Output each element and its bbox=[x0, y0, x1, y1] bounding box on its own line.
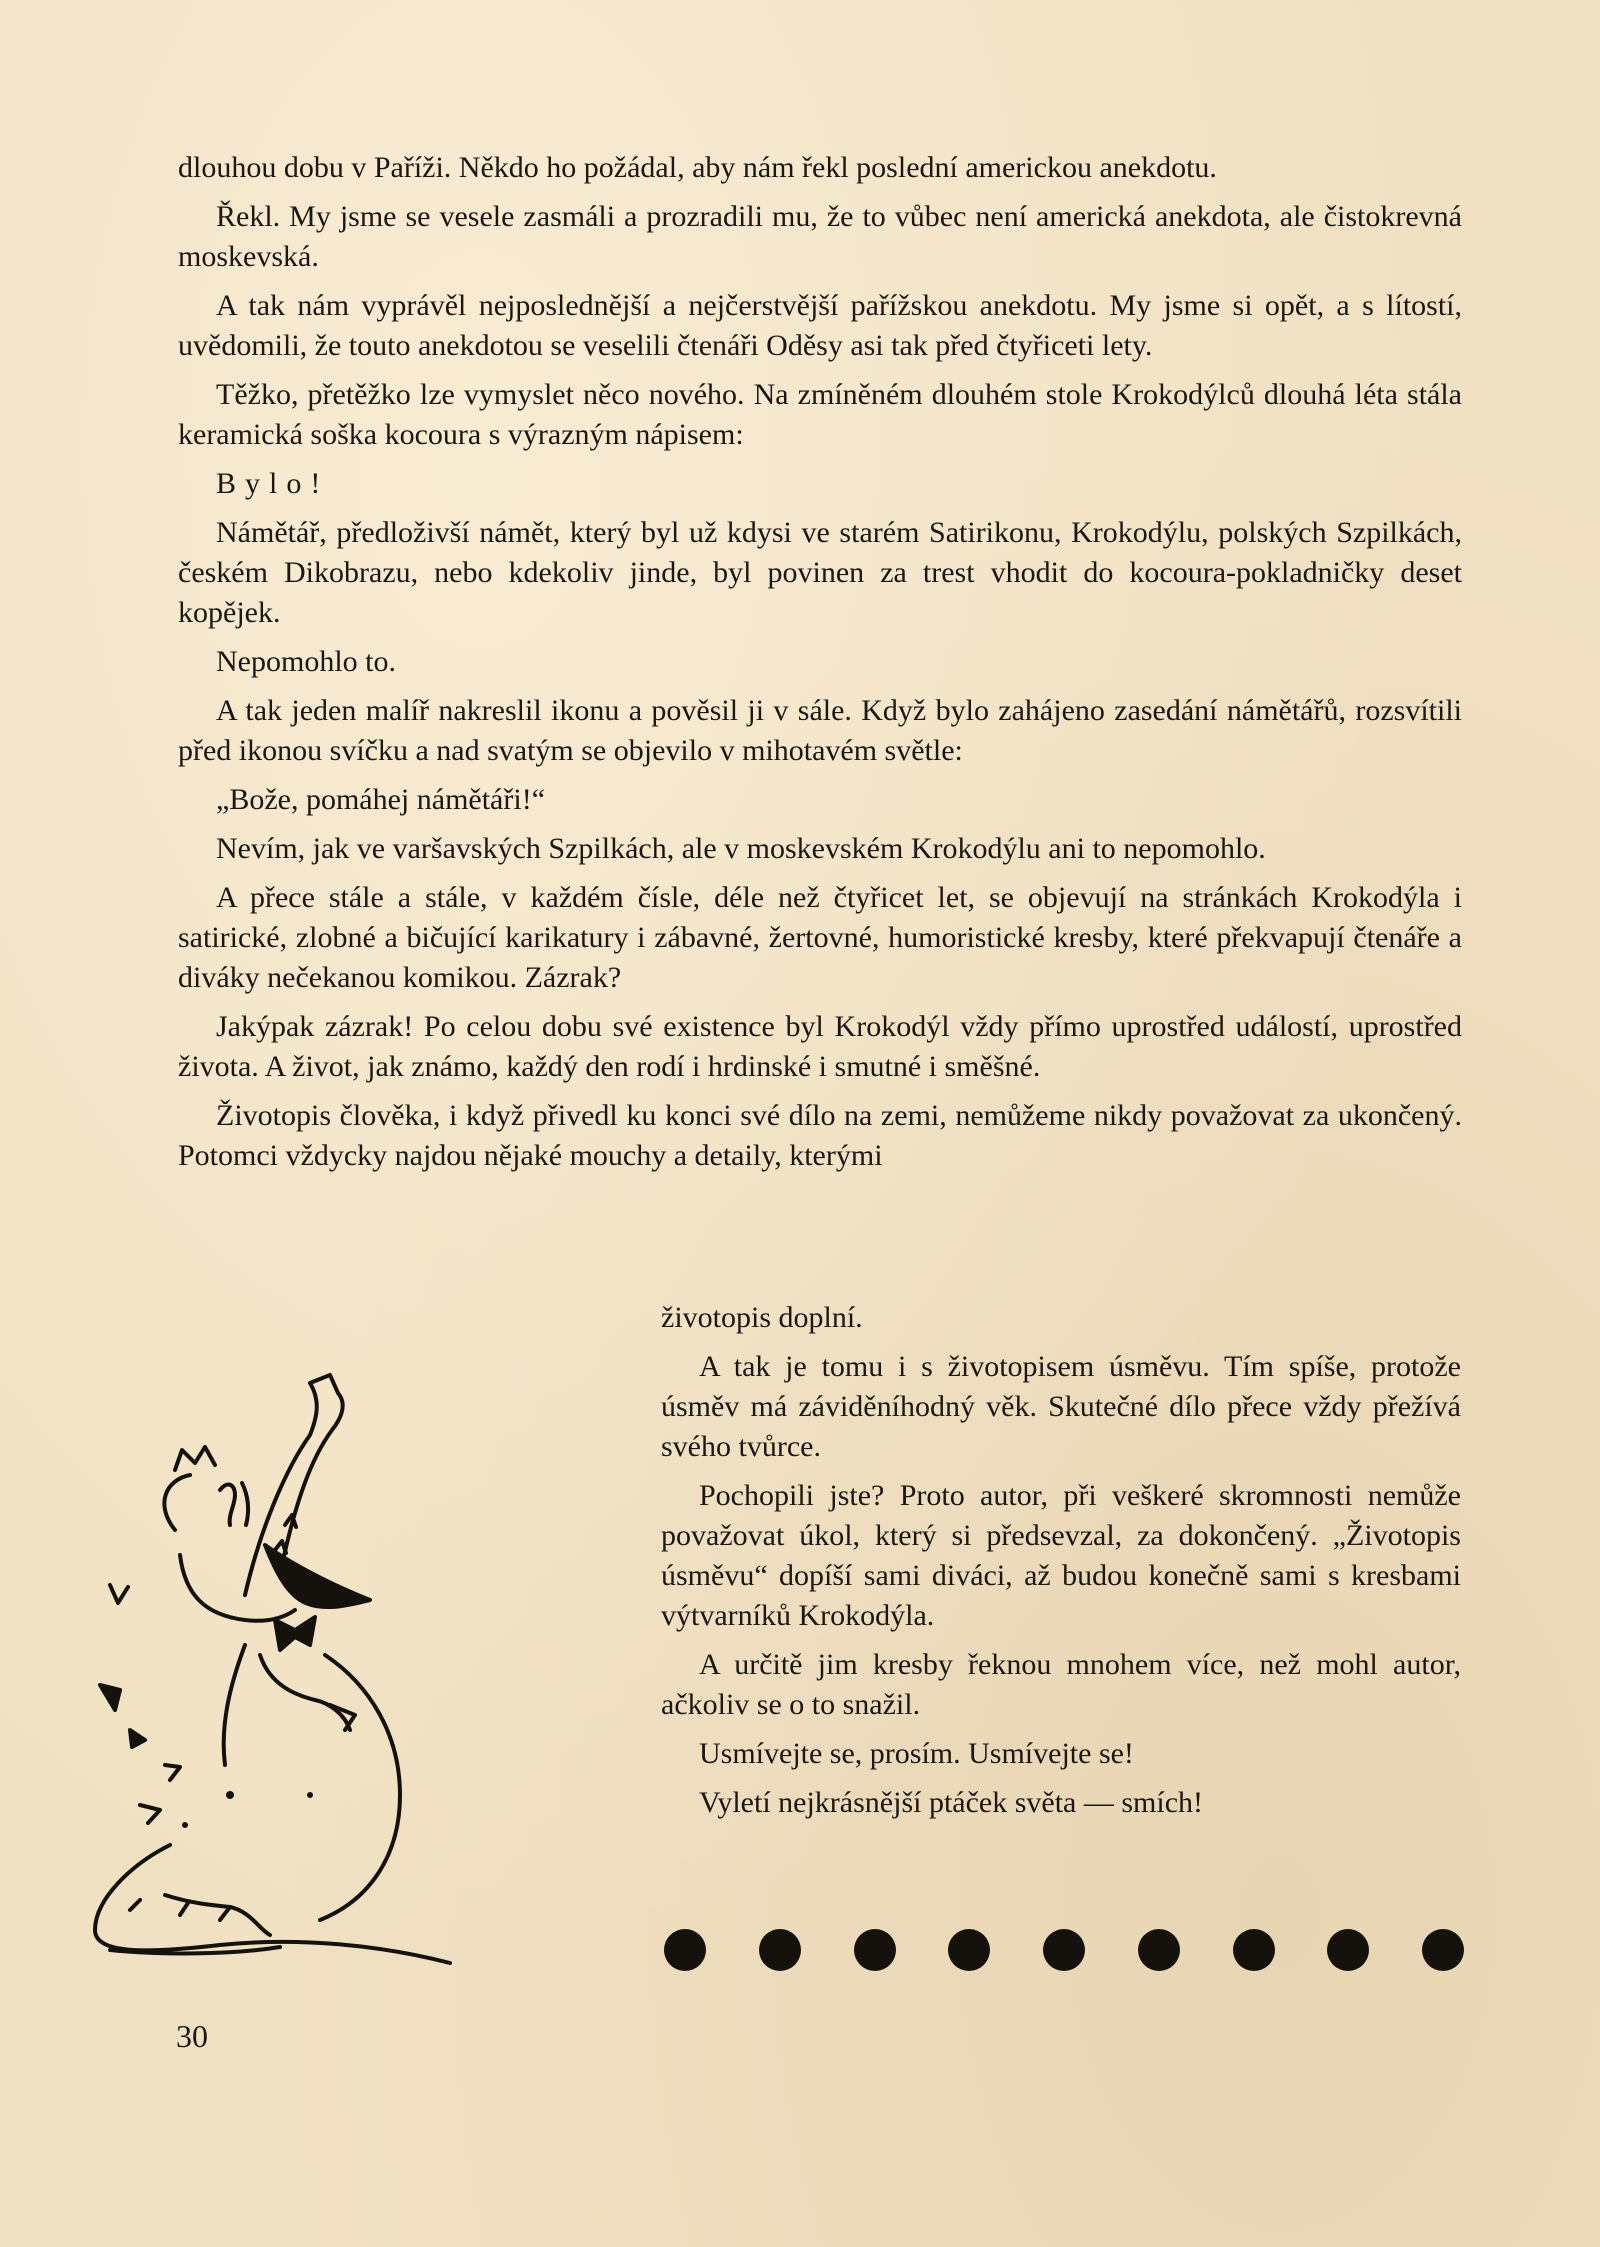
ornament-dot bbox=[759, 1929, 801, 1971]
ornament-dot bbox=[948, 1929, 990, 1971]
paragraph-inscription: Bylo! bbox=[216, 467, 330, 500]
ornament-dot bbox=[1233, 1929, 1275, 1971]
paragraph: Vyletí nejkrásnější ptáček světa — smích! bbox=[699, 1786, 1204, 1819]
laughing-crocodile-illustration bbox=[70, 1355, 510, 1975]
paragraph: Námětář, předloživší námět, který byl už kdysi ve starém Satirikonu, Krokodýlu, polských Szpilkách, českém Dikobrazu, nebo kdekoliv jinde, byl povinen za trest vhodit do kocoura-pokladničky deset kopějek. bbox=[178, 516, 1462, 629]
ornament-dot bbox=[1422, 1929, 1464, 1971]
page-number: 30 bbox=[176, 2018, 208, 2054]
paragraph: A tak je tomu i s životopisem úsměvu. Tím spíše, protože úsměv má záviděníhodný věk. Skutečné dílo přece vždy přežívá svého tvůrce. bbox=[661, 1350, 1461, 1463]
paragraph: A určitě jim kresby řeknou mnohem více, než mohl autor, ačkoliv se o to snažil. bbox=[661, 1648, 1461, 1721]
paragraph: Nevím, jak ve varšavských Szpilkách, ale v moskevském Krokodýlu ani to nepomohlo. bbox=[216, 832, 1266, 865]
paragraph-quote: „Bože, pomáhej námětáři!“ bbox=[216, 783, 546, 816]
ornament-dot bbox=[1138, 1929, 1180, 1971]
paragraph: Pochopili jste? Proto autor, při veškeré skromnosti nemůže považovat úkol, který si předsevzal, za dokončený. „Životopis úsměvu“ dopíší sami diváci, až budou konečně sami s kresbami výtvarníků Krokodýla. bbox=[661, 1479, 1461, 1632]
ornament-dots bbox=[664, 1928, 1464, 1972]
ornament-dot bbox=[1327, 1929, 1369, 1971]
paragraph: A tak jeden malíř nakreslil ikonu a pověsil ji v sále. Když bylo zahájeno zasedání námětářů, rozsvítili před ikonou svíčku a nad svatým se objevilo v mihotavém světle: bbox=[178, 694, 1462, 767]
side-text-block bbox=[661, 1298, 1461, 1832]
paragraph: Životopis člověka, i když přivedl ku konci své dílo na zemi, nemůžeme nikdy považovat za ukončený. Potomci vždycky najdou nějaké mouchy a detaily, kterými bbox=[178, 1099, 1462, 1172]
paragraph: Řekl. My jsme se vesele zasmáli a prozradili mu, že to vůbec není americká anekdota, ale čistokrevná moskevská. bbox=[178, 200, 1462, 273]
paragraph: Usmívejte se, prosím. Usmívejte se! bbox=[699, 1737, 1134, 1770]
paragraph: Jakýpak zázrak! Po celou dobu své existence byl Krokodýl vždy přímo uprostřed událostí, uprostřed života. A život, jak známo, každý den rodí i hrdinské i smutné i směšné. bbox=[178, 1010, 1462, 1083]
paragraph: A tak nám vyprávěl nejposlednější a nejčerstvější pařížskou anekdotu. My jsme si opět, a s lítostí, uvědomili, že touto anekdotou se veselili čtenáři Oděsy asi tak před čtyřiceti lety. bbox=[178, 289, 1462, 362]
ornament-dot bbox=[854, 1929, 896, 1971]
paragraph: Nepomohlo to. bbox=[216, 645, 396, 678]
paragraph: Těžko, přetěžko lze vymyslet něco nového. Na zmíněném dlouhém stole Krokodýlců dlouhá léta stála keramická soška kocoura s výrazným nápisem: bbox=[178, 378, 1462, 451]
paragraph: A přece stále a stále, v každém čísle, déle než čtyřicet let, se objevují na stránkách Krokodýla i satirické, zlobné a bičující karikatury i zábavné, žertovné, humoristické kresby, které překvapují čtenáře a diváky nečekanou komikou. Zázrak? bbox=[178, 881, 1462, 994]
ornament-dot bbox=[1043, 1929, 1085, 1971]
ornament-dot bbox=[664, 1929, 706, 1971]
paragraph: dlouhou dobu v Paříži. Někdo ho požádal, aby nám řekl poslední americkou anekdotu. bbox=[178, 151, 1217, 184]
paragraph: životopis doplní. bbox=[661, 1301, 863, 1334]
main-text-block bbox=[178, 148, 1462, 1185]
